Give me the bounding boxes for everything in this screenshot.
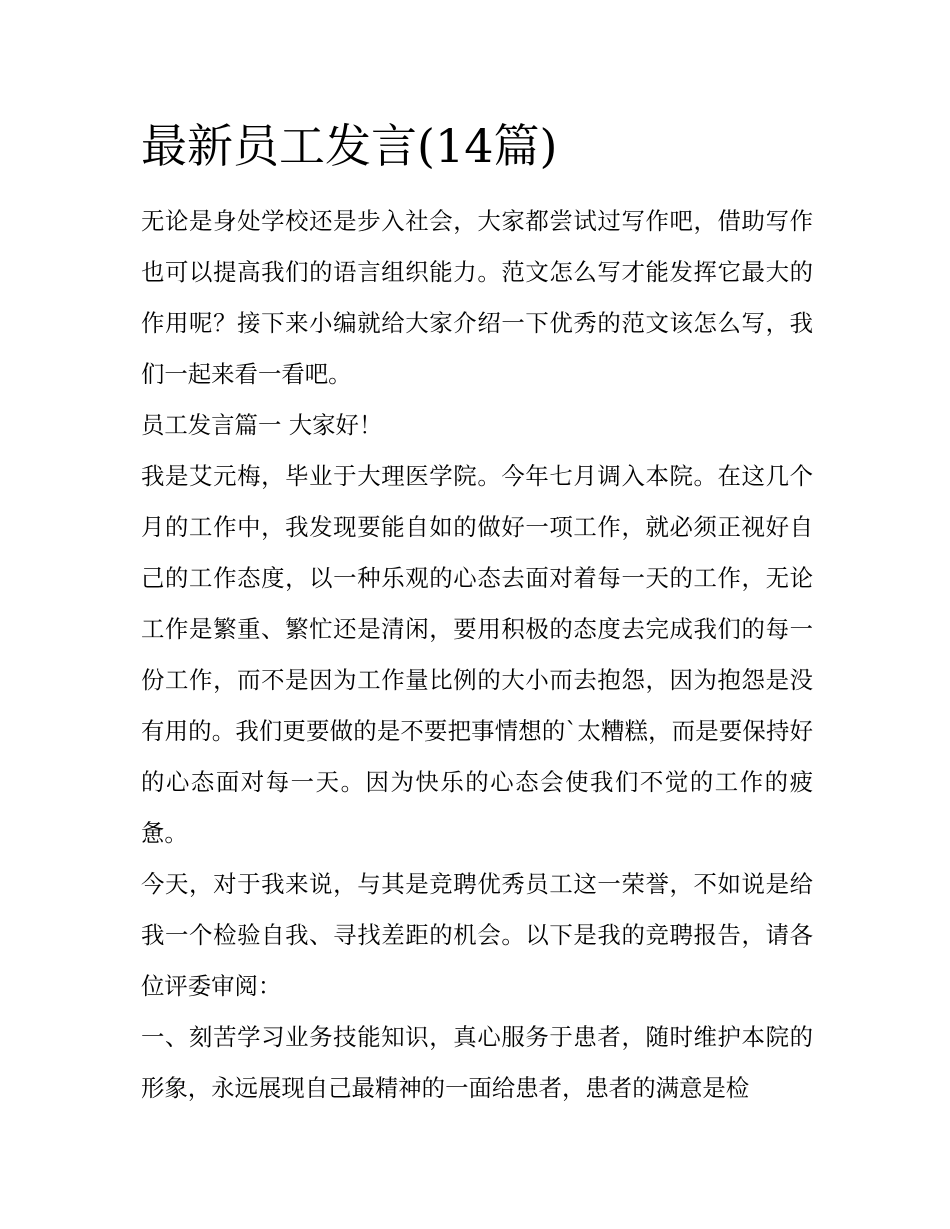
paragraph-point-one: 一、刻苦学习业务技能知识，真心服务于患者，随时维护本院的形象，永远展现自己最精神的一面给患者，患者的满意是检 [141,1023,813,1102]
document-title: 最新员工发言(14篇) [141,119,558,173]
paragraph-intro: 无论是身处学校还是步入社会，大家都尝试过写作吧，借助写作也可以提高我们的语言组织能力。范文怎么写才能发挥它最大的作用呢？接下来小编就给大家介绍一下优秀的范文该怎么写，我们一起来看一看吧。 [141,207,813,388]
paragraph-greeting: 员工发言篇一 大家好！ [141,411,383,439]
document-body [141,112,813,1114]
paragraph-self-introduction: 我是艾元梅，毕业于大理医学院。今年七月调入本院。在这几个月的工作中，我发现要能自如的做好一项工作，就必须正视好自己的工作态度，以一种乐观的心态去面对着每一天的工作，无论工作是繁重、繁忙还是清闲，要用积极的态度去完成我们的每一份工作，而不是因为工作量比例的大小而去抱怨，因为抱怨是没有用的。我们更要做的是不要把事情想的`太糟糕，而是要保持好的心态面对每一天。因为快乐的心态会使我们不觉的工作的疲惫。 [141,462,813,847]
paragraph-competition-statement: 今天，对于我来说，与其是竞聘优秀员工这一荣誉，不如说是给我一个检验自我、寻找差距的机会。以下是我的竞聘报告，请各位评委审阅： [141,870,813,1000]
